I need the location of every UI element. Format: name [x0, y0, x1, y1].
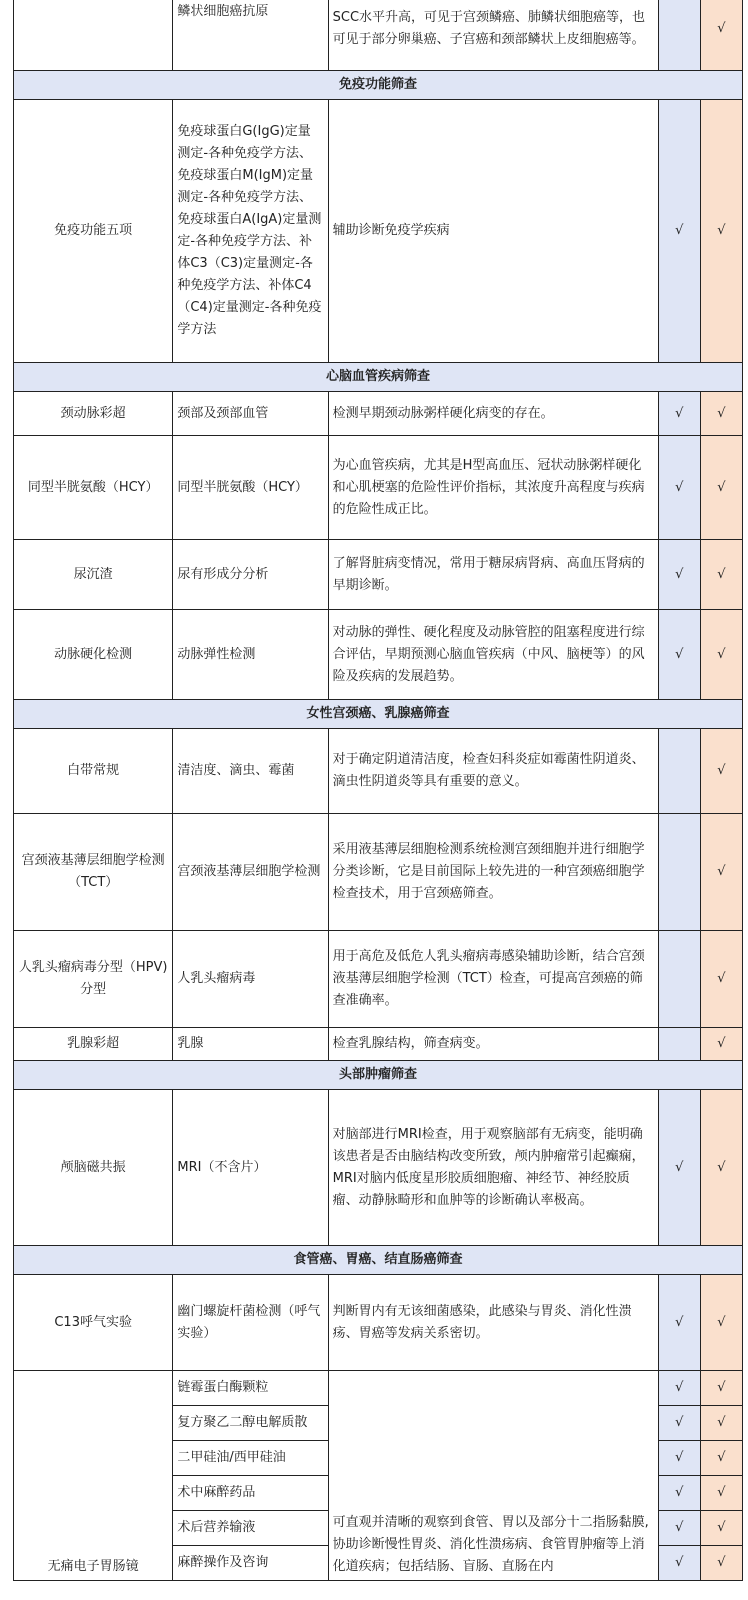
check-mark: √: [700, 1090, 742, 1246]
section-header: [14, 363, 743, 392]
check-cell-a: [658, 1028, 700, 1061]
table-row: [14, 0, 743, 71]
test-name-cell: 白带常规: [14, 729, 173, 814]
test-name-cell: 人乳头瘤病毒分型（HPV)分型: [14, 931, 173, 1028]
table-row: [14, 814, 743, 931]
test-item-cell: 人乳头瘤病毒: [173, 931, 328, 1028]
test-name-cell: 尿沉渣: [14, 540, 173, 610]
test-item-cell: 术中麻醉药品: [173, 1476, 328, 1511]
table-row: [14, 100, 743, 363]
table-row: [14, 1371, 743, 1406]
check-mark: √: [658, 1275, 700, 1371]
section-title-gi: 食管癌、胃癌、结直肠癌筛查: [14, 1246, 743, 1275]
check-cell-a: [658, 814, 700, 931]
check-mark: √: [700, 610, 742, 700]
test-item-cell: 动脉弹性检测: [173, 610, 328, 700]
check-cell-a: [658, 0, 700, 71]
test-desc: 可直观并清晰的观察到食管、胃以及部分十二指肠黏膜,协助诊断慢性胃炎、消化性溃疡病、食管胃肿瘤等上消化道疾病；包括结肠、盲肠、直肠在内: [332, 1515, 649, 1574]
section-title-immune: 免疫功能筛查: [14, 71, 743, 100]
test-name-cell: 同型半胱氨酸（HCY）: [14, 436, 173, 540]
test-item-cell: 幽门螺旋杆菌检测（呼气实验）: [173, 1275, 328, 1371]
test-item-cell: 免疫球蛋白G(IgG)定量测定-各种免疫学方法、免疫球蛋白M(IgM)定量测定-各种免疫学方法、免疫球蛋白A(IgA)定量测定-各种免疫学方法、补体C3（C3)定量测定-各种免疫学方法、补体C4（C4)定量测定-各种免疫学方法: [173, 100, 328, 363]
test-desc-cell: 采用液基薄层细胞检测系统检测宫颈细胞并进行细胞学分类诊断，它是目前国际上较先进的一种宫颈癌细胞学检查技术，用于宫颈癌筛查。: [328, 814, 658, 931]
check-mark: √: [658, 1511, 700, 1546]
check-mark: √: [658, 1546, 700, 1581]
test-item-cell: 二甲硅油/西甲硅油: [173, 1441, 328, 1476]
check-mark: √: [700, 814, 742, 931]
test-item-cell: 鳞状细胞癌抗原: [173, 0, 328, 71]
test-desc-cell: [328, 1371, 658, 1581]
check-mark: √: [700, 0, 742, 71]
check-mark: √: [658, 610, 700, 700]
section-header: [14, 71, 743, 100]
test-name-cell: [14, 0, 173, 71]
check-mark: √: [700, 392, 742, 436]
check-mark: √: [700, 1511, 742, 1546]
test-desc-cell: 用于高危及低危人乳头瘤病毒感染辅助诊断，结合宫颈液基薄层细胞学检测（TCT）检查，可提高宫颈癌的筛查准确率。: [328, 931, 658, 1028]
test-item-cell: 麻醉操作及咨询: [173, 1546, 328, 1581]
test-desc-cell: 辅助诊断免疫学疾病: [328, 100, 658, 363]
test-item-cell: 尿有形成分分析: [173, 540, 328, 610]
test-desc-cell: 判断胃内有无该细菌感染，此感染与胃炎、消化性溃疡、胃癌等发病关系密切。: [328, 1275, 658, 1371]
test-desc-cell: 对于确定阴道清洁度，检查妇科炎症如霉菌性阴道炎、滴虫性阴道炎等具有重要的意义。: [328, 729, 658, 814]
check-mark: √: [700, 1371, 742, 1406]
table-row: [14, 1028, 743, 1061]
test-item-cell: 乳腺: [173, 1028, 328, 1061]
test-name-cell: C13呼气实验: [14, 1275, 173, 1371]
table-row: [14, 1090, 743, 1246]
test-item-cell: 链霉蛋白酶颗粒: [173, 1371, 328, 1406]
test-desc-cell: SCC水平升高，可见于宫颈鳞癌、肺鳞状细胞癌等，也可见于部分卵巢癌、子宫癌和颈部鳞状上皮细胞癌等。: [328, 0, 658, 71]
section-header: [14, 1061, 743, 1090]
table-row: [14, 540, 743, 610]
table-row: [14, 729, 743, 814]
test-item-cell: 颈部及颈部血管: [173, 392, 328, 436]
table-row: [14, 1275, 743, 1371]
table-row: [14, 392, 743, 436]
test-item-cell: 同型半胱氨酸（HCY）: [173, 436, 328, 540]
section-header: [14, 700, 743, 729]
test-item-cell: 复方聚乙二醇电解质散: [173, 1406, 328, 1441]
table-row: [14, 931, 743, 1028]
test-desc-cell: 了解肾脏病变情况，常用于糖尿病肾病、高血压肾病的早期诊断。: [328, 540, 658, 610]
check-cell-a: [658, 729, 700, 814]
check-mark: √: [658, 1371, 700, 1406]
test-name-cell: [14, 1371, 173, 1581]
check-mark: √: [700, 436, 742, 540]
check-mark: √: [700, 540, 742, 610]
test-desc-cell: 检测早期颈动脉粥样硬化病变的存在。: [328, 392, 658, 436]
check-mark: √: [658, 436, 700, 540]
test-item-cell: 术后营养输液: [173, 1511, 328, 1546]
section-title-cardio: 心脑血管疾病筛查: [14, 363, 743, 392]
test-name-cell: 免疫功能五项: [14, 100, 173, 363]
checkup-table: [13, 0, 743, 1581]
section-header: [14, 1246, 743, 1275]
check-mark: √: [658, 1090, 700, 1246]
section-title-female: 女性宫颈癌、乳腺癌筛查: [14, 700, 743, 729]
test-name-cell: 颅脑磁共振: [14, 1090, 173, 1246]
check-mark: √: [700, 931, 742, 1028]
test-desc-cell: 对动脉的弹性、硬化程度及动脉管腔的阻塞程度进行综合评估，早期预测心脑血管疾病（中风、脑梗等）的风险及疾病的发展趋势。: [328, 610, 658, 700]
test-desc-cell: 检查乳腺结构，筛查病变。: [328, 1028, 658, 1061]
check-mark: √: [700, 100, 742, 363]
test-item-cell: 清洁度、滴虫、霉菌: [173, 729, 328, 814]
check-mark: √: [700, 1546, 742, 1581]
check-mark: √: [658, 1406, 700, 1441]
check-mark: √: [658, 392, 700, 436]
test-item-cell: MRI（不含片）: [173, 1090, 328, 1246]
check-mark: √: [658, 1476, 700, 1511]
check-mark: √: [700, 729, 742, 814]
table-row: [14, 436, 743, 540]
check-mark: √: [700, 1275, 742, 1371]
check-mark: √: [658, 1441, 700, 1476]
test-desc-cell: 对脑部进行MRI检查，用于观察脑部有无病变，能明确该患者是否由脑结构改变所致，颅内肿瘤常引起癫痫，MRI对脑内低度星形胶质细胞瘤、神经节、神经胶质瘤、动静脉畸形和血肿等的诊断确认率极高。: [328, 1090, 658, 1246]
check-mark: √: [700, 1441, 742, 1476]
check-mark: √: [658, 540, 700, 610]
test-name-cell: 乳腺彩超: [14, 1028, 173, 1061]
test-desc-cell: 为心血管疾病，尤其是H型高血压、冠状动脉粥样硬化和心肌梗塞的危险性评价指标，其浓度升高程度与疾病的危险性成正比。: [328, 436, 658, 540]
check-mark: √: [700, 1476, 742, 1511]
check-mark: √: [700, 1028, 742, 1061]
check-cell-a: [658, 931, 700, 1028]
section-title-head: 头部肿瘤筛查: [14, 1061, 743, 1090]
test-name-cell: 颈动脉彩超: [14, 392, 173, 436]
test-item-cell: 宫颈液基薄层细胞学检测: [173, 814, 328, 931]
test-name: 无痛电子胃肠镜: [47, 1559, 139, 1574]
test-name-cell: 宫颈液基薄层细胞学检测（TCT）: [14, 814, 173, 931]
check-mark: √: [658, 100, 700, 363]
check-mark: √: [700, 1406, 742, 1441]
table-row: [14, 610, 743, 700]
test-name-cell: 动脉硬化检测: [14, 610, 173, 700]
